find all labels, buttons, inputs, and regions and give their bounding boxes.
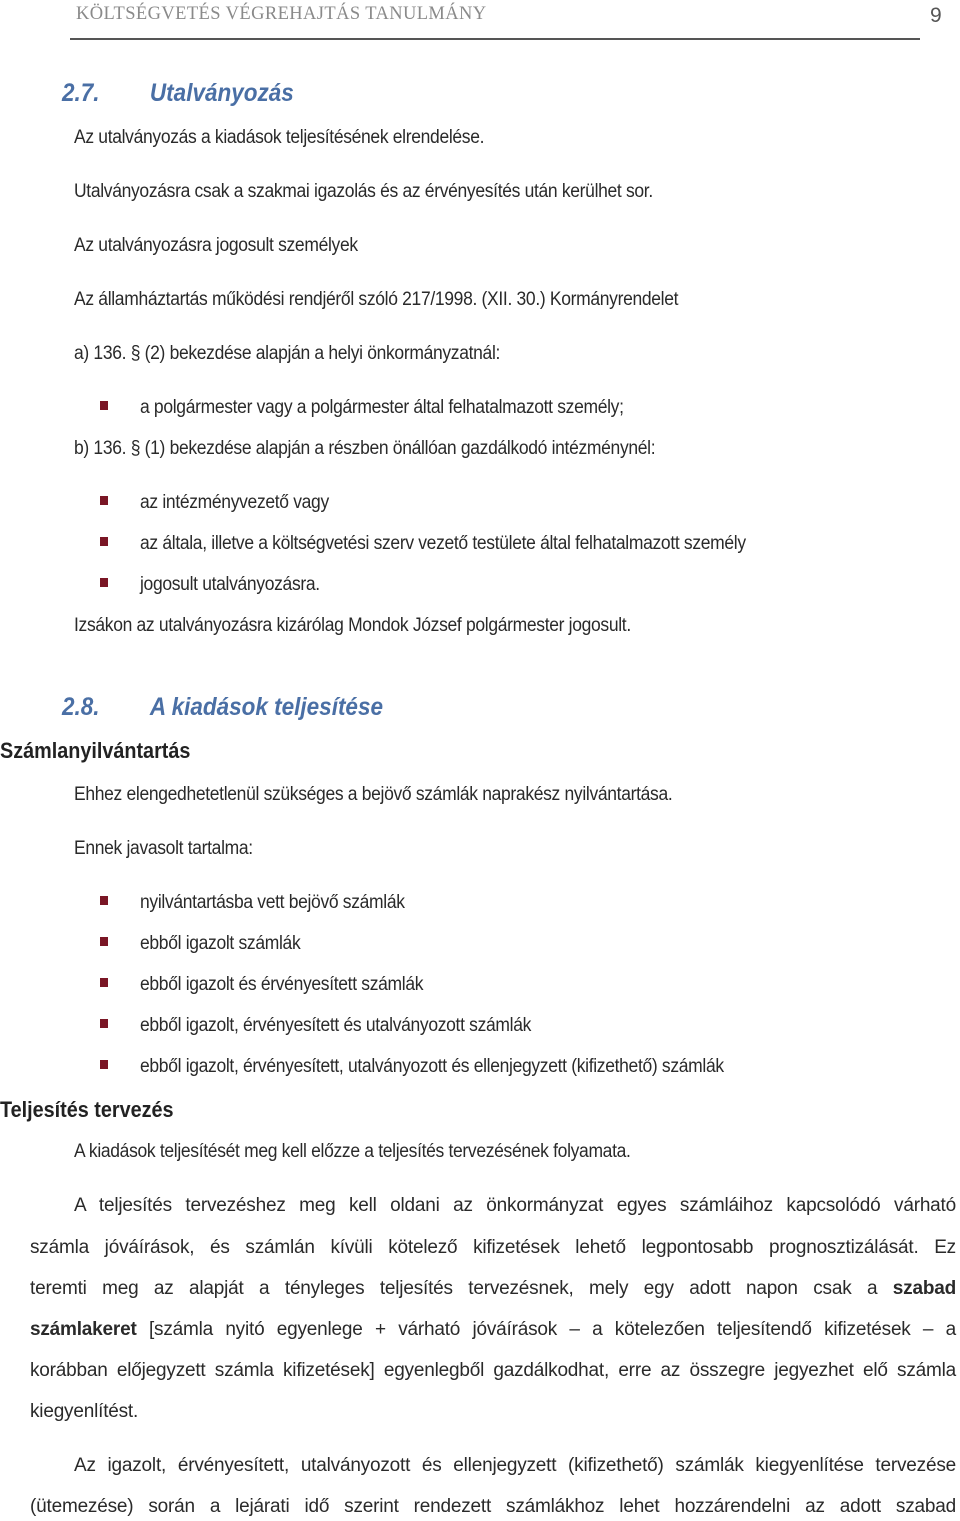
subheading-szamlanyilvantartas: Számlanyilvántartás [0, 738, 191, 763]
bullet-marker [100, 496, 108, 505]
paragraph-line [30, 1319, 956, 1341]
bullet-marker [100, 578, 108, 587]
paragraph-text: [számla nyitó egyenlege + várható jóváírások – a kötelezően teljesítendő kifizetések – a [148, 1319, 956, 1340]
bullet-marker [100, 1060, 108, 1069]
list-item: az általa, illetve a költségvetési szerv vezető testülete által felhatalmazott személy [140, 533, 746, 554]
list-item: ebből igazolt, érvényesített és utalványozott számlák [140, 1015, 532, 1036]
paragraph-line: Az igazolt, érvényesített, utalványozott és ellenjegyzett (kifizethető) számlák kiegyenlítése tervezése [74, 1455, 956, 1476]
paragraph-line: Az államháztartás működési rendjéről szóló 217/1998. (XII. 30.) Kormányrendelet [74, 289, 679, 310]
running-header-title: KÖLTSÉGVETÉS VÉGREHAJTÁS TANULMÁNY [76, 4, 487, 24]
paragraph-line: a) 136. § (2) bekezdése alapján a helyi önkormányzatnál: [74, 343, 501, 364]
paragraph-line: Ennek javasolt tartalma: [74, 838, 253, 859]
section-title: Utalványozás [149, 79, 294, 107]
paragraph-line: (ütemezése) során a lejárati idő szerint rendezett számlákhoz lehet hozzárendelni az adott szabad [30, 1496, 956, 1517]
paragraph-line: Utalványozásra csak a szakmai igazolás és az érvényesítés után kerülhet sor. [74, 181, 653, 202]
section-number: 2.8. [62, 693, 100, 721]
paragraph-line: számla jóváírások, és számlán kívüli kötelező kifizetések lehető legpontosabb prognosztizálását. Ez [30, 1237, 956, 1258]
paragraph-line: A teljesítés tervezéshez meg kell oldani az önkormányzat egyes számláihoz kapcsolódó várható [74, 1195, 956, 1216]
paragraph-line: b) 136. § (1) bekezdése alapján a részben önállóan gazdálkodó intézménynél: [74, 438, 656, 459]
section-heading-2-8 [62, 693, 383, 722]
bold-term: szabad [892, 1278, 956, 1299]
page-number: 9 [930, 4, 942, 27]
bullet-marker [100, 978, 108, 987]
subheading-teljesites-tervezes: Teljesítés tervezés [0, 1097, 174, 1122]
paragraph-line: korábban előjegyzett számla kifizetések] egyenlegből gazdálkodhat, erre az összegre jegyezhet elő számla [30, 1360, 956, 1381]
list-item: jogosult utalványozásra. [140, 574, 320, 595]
paragraph-line: Az utalványozásra jogosult személyek [74, 235, 358, 256]
paragraph-line: kiegyenlítést. [30, 1401, 139, 1422]
list-item: az intézményvezető vagy [140, 492, 329, 513]
paragraph-line: A kiadások teljesítését meg kell előzze a teljesítés tervezésének folyamata. [74, 1141, 631, 1162]
bullet-marker [100, 537, 108, 546]
list-item: ebből igazolt számlák [140, 933, 301, 954]
bullet-marker [100, 401, 108, 410]
section-number: 2.7. [62, 79, 100, 107]
list-item: ebből igazolt, érvényesített, utalványozott és ellenjegyzett (kifizethető) számlák [140, 1056, 724, 1077]
paragraph-line: Izsákon az utalványozásra kizárólag Mondok József polgármester jogosult. [74, 615, 631, 636]
paragraph-line: Ehhez elengedhetetlenül szükséges a bejövő számlák naprakész nyilvántartása. [74, 784, 673, 805]
paragraph-line: Az utalványozás a kiadások teljesítésének elrendelése. [74, 127, 485, 148]
bold-term: számlakeret [30, 1319, 137, 1340]
bullet-marker [100, 937, 108, 946]
paragraph-line [30, 1278, 956, 1300]
header-rule [70, 38, 920, 40]
list-item: ebből igazolt és érvényesített számlák [140, 974, 424, 995]
paragraph-text: teremti meg az alapját a tényleges teljesítés tervezésnek, mely egy adott napon csak a [30, 1278, 878, 1299]
list-item: a polgármester vagy a polgármester által felhatalmazott személy; [140, 397, 624, 418]
section-title: A kiadások teljesítése [149, 693, 383, 721]
bullet-marker [100, 1019, 108, 1028]
list-item: nyilvántartásba vett bejövő számlák [140, 892, 405, 913]
section-heading-2-7 [62, 79, 294, 108]
bullet-marker [100, 896, 108, 905]
